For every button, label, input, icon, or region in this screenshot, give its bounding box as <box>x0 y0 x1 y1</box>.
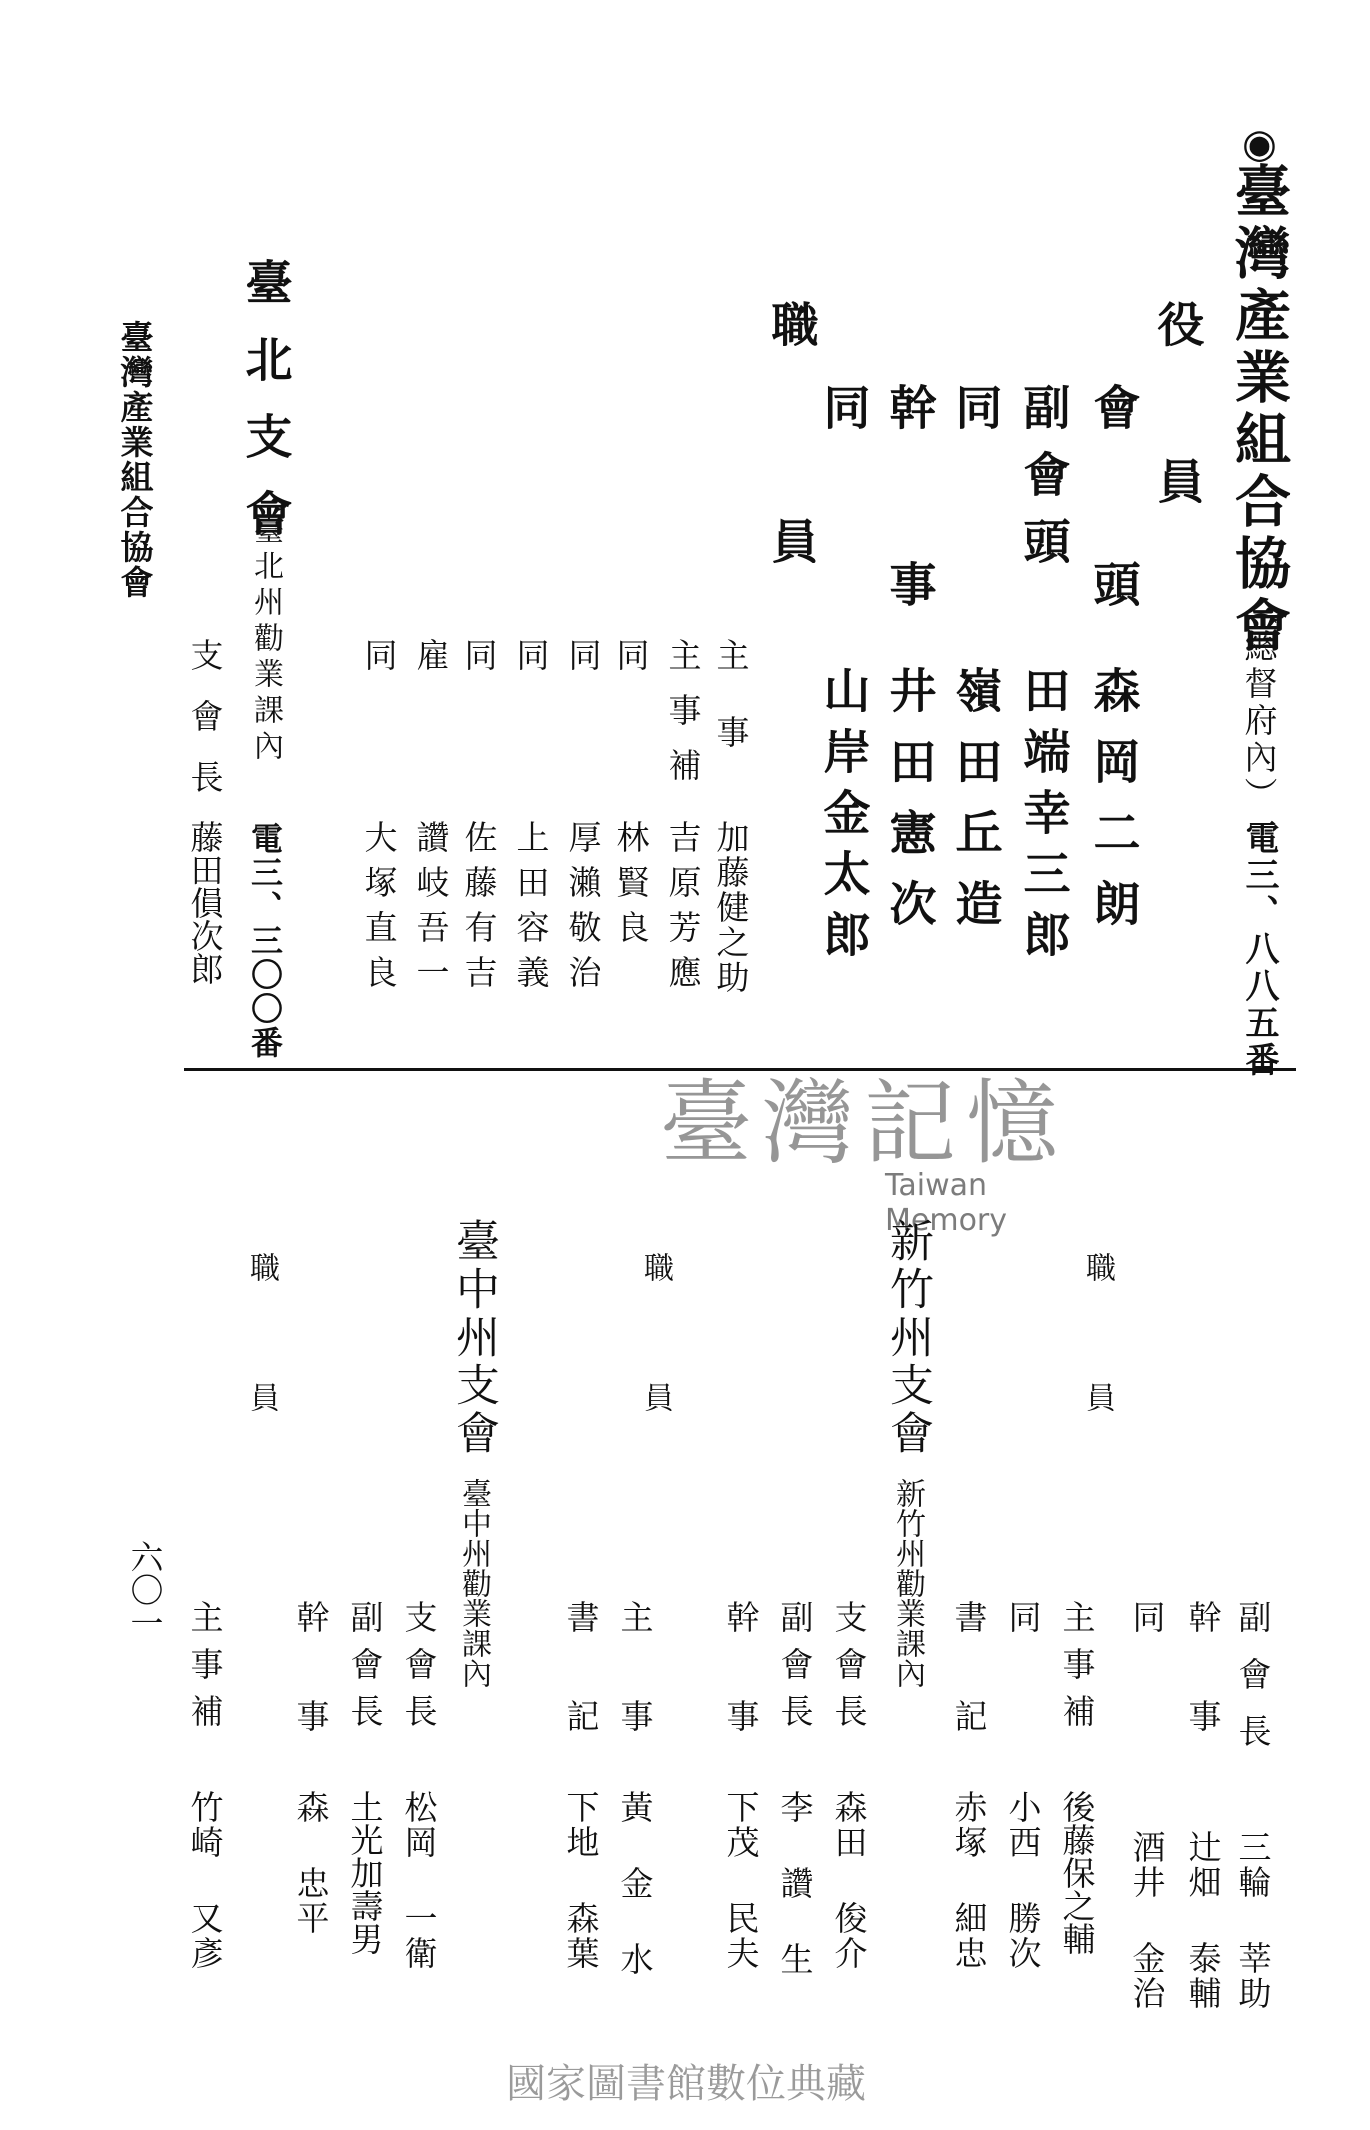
footer-mark: 國家圖書館數位典藏 <box>506 2061 866 2107</box>
watermark-caption: Taiwan Memory <box>885 1168 1008 1238</box>
watermark-logo: 臺灣記憶 <box>660 1070 1069 1177</box>
